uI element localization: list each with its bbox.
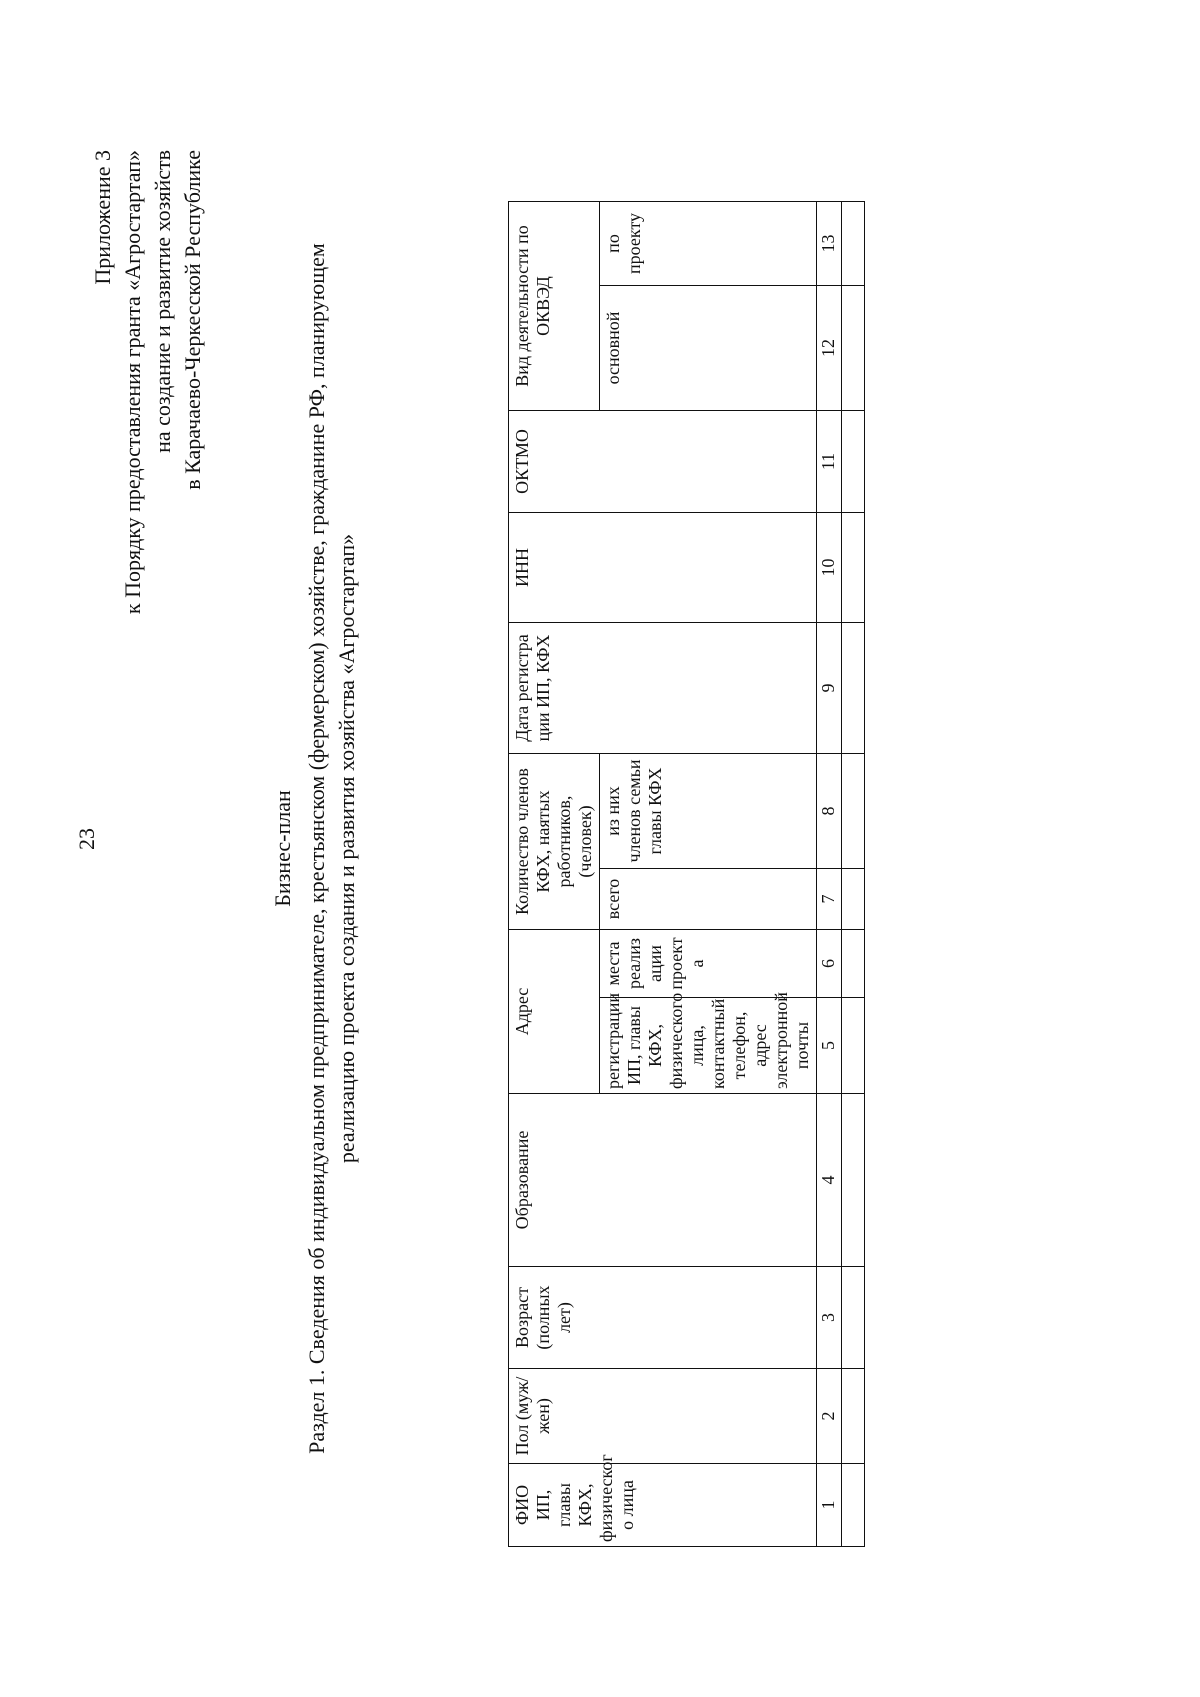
column-number: 9 <box>817 623 842 754</box>
empty-cell <box>842 411 865 513</box>
column-number: 6 <box>817 930 842 998</box>
column-number: 12 <box>817 286 842 411</box>
col-address-header: Адрес <box>509 930 600 1094</box>
empty-cell <box>842 754 865 869</box>
col-address-reg-header: регистрации ИП, главы КФХ, физического лица, контактный телефон, адрес электронной почты <box>600 998 817 1094</box>
header-row <box>509 201 600 1546</box>
appendix-line: Приложение 3 <box>90 150 115 285</box>
empty-cell <box>842 869 865 930</box>
empty-cell <box>842 1267 865 1369</box>
appendix-line: на создание и развитие хозяйств <box>150 150 175 453</box>
col-regdate-header: Дата регистра ции ИП, КФХ <box>509 623 817 754</box>
col-sex-header: Пол (муж/ жен) <box>509 1369 817 1464</box>
column-number-row <box>817 201 842 1546</box>
section-line: реализацию проекта создания и развития хозяйства «Агростартап» <box>334 533 359 1164</box>
col-okved-main-header: основной <box>600 286 817 411</box>
empty-cell <box>842 513 865 623</box>
col-age-header: Возраст (полных лет) <box>509 1267 817 1369</box>
col-members-total-header: всего <box>600 869 817 930</box>
col-members-family-header: из них членов семьи главы КФХ <box>600 754 817 869</box>
section-heading <box>302 0 362 1697</box>
column-number: 7 <box>817 869 842 930</box>
empty-cell <box>842 623 865 754</box>
empty-cell <box>842 1094 865 1267</box>
document-title: Бизнес-план <box>270 790 295 907</box>
col-okved-header: Вид деятельности по ОКВЭД <box>509 201 600 410</box>
column-number: 13 <box>817 201 842 285</box>
column-number: 4 <box>817 1094 842 1267</box>
column-number: 5 <box>817 998 842 1094</box>
empty-cell <box>842 201 865 285</box>
column-number: 3 <box>817 1267 842 1369</box>
empty-data-row <box>842 201 865 1546</box>
column-number: 10 <box>817 513 842 623</box>
col-inn-header: ИНН <box>509 513 817 623</box>
empty-cell <box>842 286 865 411</box>
col-address-place-header: места реализ ации проект а <box>600 930 817 998</box>
empty-cell <box>842 998 865 1094</box>
appendix-line: в Карачаево-Черкесской Республике <box>180 150 205 490</box>
empty-cell <box>842 1464 865 1547</box>
col-fio-header: ФИО ИП, главы КФХ, физическог о лица <box>509 1464 817 1547</box>
business-plan-table <box>508 201 865 1547</box>
col-members-header: Количество членов КФХ, наятых работников, (человек) <box>509 754 600 930</box>
column-number: 8 <box>817 754 842 869</box>
section-line: Раздел 1. Сведения об индивидуальном предпринимателе, крестьянском (фермерском) хозяйстве, гражданине РФ, планирующем <box>304 243 329 1454</box>
col-okved-project-header: по проекту <box>600 201 817 285</box>
col-education-header: Образование <box>509 1094 817 1267</box>
page-number: 23 <box>74 828 99 850</box>
empty-cell <box>842 930 865 998</box>
col-oktmo-header: ОКТМО <box>509 411 817 513</box>
column-number: 11 <box>817 411 842 513</box>
appendix-line: к Порядку предоставления гранта «Агростартап» <box>120 150 145 615</box>
empty-cell <box>842 1369 865 1464</box>
appendix-note <box>88 150 208 614</box>
column-number: 1 <box>817 1464 842 1547</box>
column-number: 2 <box>817 1369 842 1464</box>
